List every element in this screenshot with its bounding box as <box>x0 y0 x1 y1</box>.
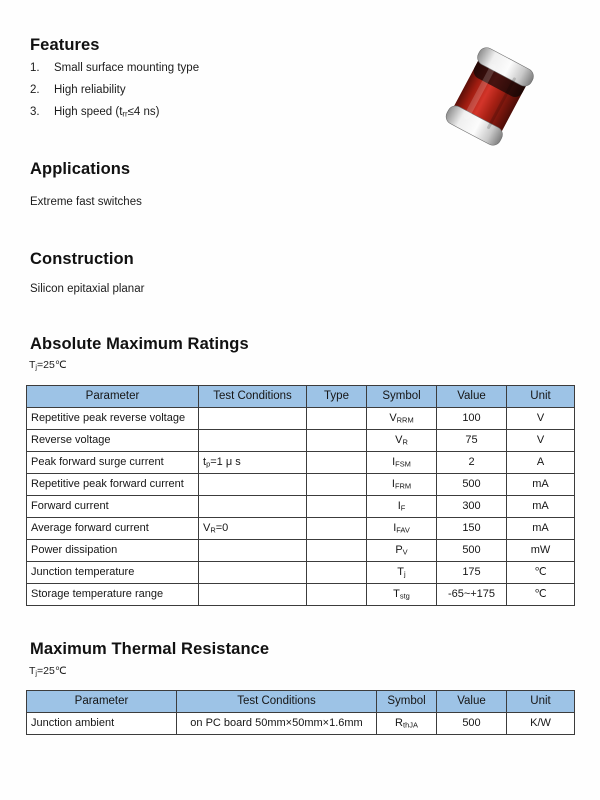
cell-type <box>307 518 367 540</box>
cell-unit: mA <box>507 496 575 518</box>
features-heading: Features <box>30 36 100 54</box>
cell-test-conditions <box>199 474 307 496</box>
cell-value: 500 <box>437 474 507 496</box>
cell-test-conditions <box>199 518 307 540</box>
cell-value: 500 <box>437 540 507 562</box>
cell-unit: K/W <box>507 713 575 735</box>
cell-parameter: Average forward current <box>27 518 199 540</box>
ratings-condition-prefix: T <box>29 359 36 371</box>
thermal-condition-subscript: j <box>35 669 38 678</box>
symbol-subscript: stg <box>399 591 410 601</box>
cell-unit: V <box>507 430 575 452</box>
cell-unit: mW <box>507 540 575 562</box>
symbol-base: I <box>397 500 401 513</box>
cell-test-conditions <box>199 562 307 584</box>
cell-symbol <box>367 540 437 562</box>
cell-test-conditions <box>199 584 307 606</box>
table-row <box>27 474 575 496</box>
cell-symbol <box>367 518 437 540</box>
cell-type <box>307 496 367 518</box>
cell-symbol <box>367 584 437 606</box>
symbol-subscript: thJA <box>403 720 418 730</box>
maximum-thermal-resistance-table <box>26 690 575 735</box>
condition-subscript: R <box>210 525 216 535</box>
table-row <box>27 408 575 430</box>
column-header-value: Value <box>437 386 507 408</box>
symbol-base: R <box>395 717 403 730</box>
symbol-subscript: V <box>402 547 408 557</box>
table-header-row <box>27 691 575 713</box>
symbol-base: V <box>395 434 403 447</box>
absolute-maximum-ratings-table <box>26 385 575 606</box>
cell-symbol <box>367 430 437 452</box>
cell-type <box>307 408 367 430</box>
symbol-base: I <box>391 478 395 491</box>
cell-unit: ℃ <box>507 584 575 606</box>
table-row <box>27 518 575 540</box>
cell-type <box>307 474 367 496</box>
ratings-condition-suffix: =25℃ <box>37 359 67 371</box>
column-header-type: Type <box>307 386 367 408</box>
cell-value: -65~+175 <box>437 584 507 606</box>
cell-type <box>307 562 367 584</box>
column-header-value: Value <box>437 691 507 713</box>
condition-subscript: p <box>206 459 211 469</box>
list-item <box>30 62 430 84</box>
list-item <box>30 84 430 106</box>
thermal-condition-prefix: T <box>29 665 36 677</box>
cell-symbol <box>367 562 437 584</box>
cell-type <box>307 430 367 452</box>
minimelf-diode-photo <box>432 46 548 146</box>
cell-symbol <box>367 474 437 496</box>
condition-suffix: =1 μ s <box>210 456 241 469</box>
condition-prefix: V <box>203 522 211 535</box>
thermal-heading: Maximum Thermal Resistance <box>30 640 270 658</box>
construction-text: Silicon epitaxial planar <box>30 283 145 295</box>
condition-suffix: =0 <box>215 522 229 535</box>
symbol-subscript: R <box>402 437 408 447</box>
condition-prefix: t <box>203 456 207 469</box>
cell-value: 175 <box>437 562 507 584</box>
feature-speed-suffix: ≤4 ns) <box>127 106 160 118</box>
cell-symbol <box>367 408 437 430</box>
cell-test-conditions <box>199 408 307 430</box>
symbol-subscript: F <box>400 503 406 513</box>
feature-speed-subscript: rr <box>122 109 128 119</box>
symbol-subscript: FAV <box>396 525 410 535</box>
cell-type <box>307 584 367 606</box>
table-row <box>27 452 575 474</box>
list-item-label <box>54 106 160 119</box>
applications-heading: Applications <box>30 160 131 178</box>
cell-test-conditions <box>199 496 307 518</box>
symbol-base: I <box>392 456 396 469</box>
ratings-condition-subscript: j <box>35 363 38 372</box>
cell-parameter: Repetitive peak reverse voltage <box>27 408 199 430</box>
symbol-subscript: j <box>404 569 406 579</box>
column-header-test-conditions: Test Conditions <box>177 691 377 713</box>
column-header-parameter: Parameter <box>27 386 199 408</box>
column-header-unit: Unit <box>507 386 575 408</box>
symbol-subscript: RRM <box>396 415 414 425</box>
column-header-symbol: Symbol <box>377 691 437 713</box>
list-item-label: High reliability <box>54 84 126 96</box>
cell-unit: ℃ <box>507 562 575 584</box>
symbol-subscript: FSM <box>395 459 411 469</box>
cell-value: 150 <box>437 518 507 540</box>
applications-text: Extreme fast switches <box>30 196 142 208</box>
cell-parameter: Forward current <box>27 496 199 518</box>
column-header-unit: Unit <box>507 691 575 713</box>
cell-value: 75 <box>437 430 507 452</box>
table-row <box>27 430 575 452</box>
cell-type <box>307 540 367 562</box>
ratings-heading: Absolute Maximum Ratings <box>30 335 249 353</box>
ratings-condition <box>29 359 67 372</box>
cell-parameter: Junction ambient <box>27 713 177 735</box>
symbol-subscript: FRM <box>394 481 412 491</box>
cell-symbol <box>367 496 437 518</box>
cell-test-conditions: on PC board 50mm×50mm×1.6mm <box>177 713 377 735</box>
table-row <box>27 562 575 584</box>
cell-parameter: Peak forward surge current <box>27 452 199 474</box>
diode-package-graphic <box>432 46 548 146</box>
cell-value: 2 <box>437 452 507 474</box>
cell-value: 300 <box>437 496 507 518</box>
column-header-test-conditions: Test Conditions <box>199 386 307 408</box>
list-item-number: 2. <box>30 84 40 96</box>
cell-test-conditions <box>199 452 307 474</box>
feature-speed-prefix: High speed (t <box>54 106 123 118</box>
cell-unit: mA <box>507 474 575 496</box>
list-item <box>30 106 430 128</box>
symbol-base: P <box>395 544 403 557</box>
list-item-number: 1. <box>30 62 40 74</box>
cell-test-conditions <box>199 430 307 452</box>
cell-parameter: Junction temperature <box>27 562 199 584</box>
features-list <box>30 62 430 128</box>
thermal-condition-suffix: =25℃ <box>37 665 67 677</box>
cell-type <box>307 452 367 474</box>
table-row <box>27 713 575 735</box>
cell-parameter: Reverse voltage <box>27 430 199 452</box>
table-header-row <box>27 386 575 408</box>
table-row <box>27 540 575 562</box>
cell-unit: V <box>507 408 575 430</box>
symbol-base: T <box>393 588 400 601</box>
cell-unit: mA <box>507 518 575 540</box>
cell-symbol <box>377 713 437 735</box>
cell-parameter: Repetitive peak forward current <box>27 474 199 496</box>
cell-parameter: Storage temperature range <box>27 584 199 606</box>
list-item-label: Small surface mounting type <box>54 62 200 74</box>
cell-value: 100 <box>437 408 507 430</box>
cell-symbol <box>367 452 437 474</box>
thermal-condition <box>29 665 67 678</box>
symbol-base: I <box>393 522 397 535</box>
list-item-number: 3. <box>30 106 40 118</box>
table-row <box>27 496 575 518</box>
construction-heading: Construction <box>30 250 134 268</box>
cell-unit: A <box>507 452 575 474</box>
cell-test-conditions <box>199 540 307 562</box>
cell-parameter: Power dissipation <box>27 540 199 562</box>
symbol-base: T <box>397 566 405 579</box>
column-header-symbol: Symbol <box>367 386 437 408</box>
cell-value: 500 <box>437 713 507 735</box>
symbol-base: V <box>389 412 397 425</box>
table-row <box>27 584 575 606</box>
column-header-parameter: Parameter <box>27 691 177 713</box>
